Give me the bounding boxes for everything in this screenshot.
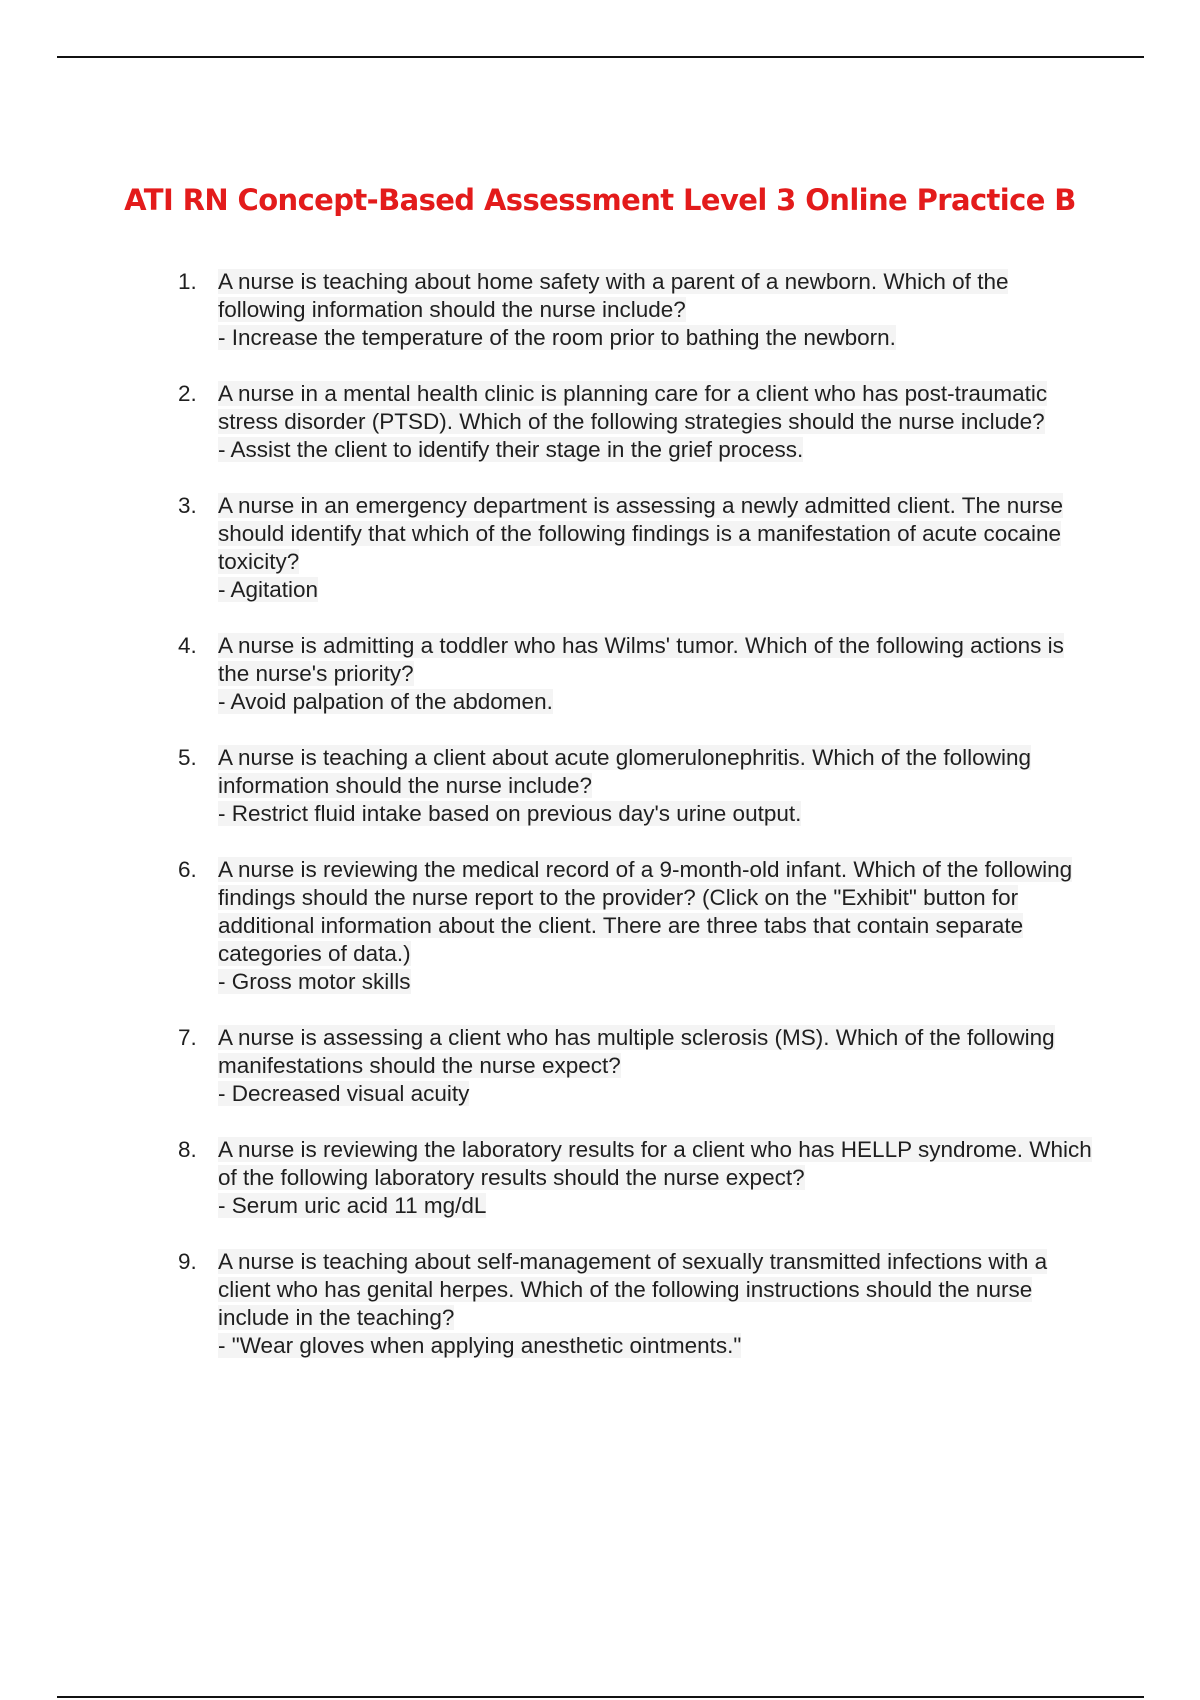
question-item-5 bbox=[178, 744, 1098, 828]
question-item-6 bbox=[178, 856, 1098, 996]
question-answer: - Increase the temperature of the room prior to bathing the newborn. bbox=[218, 325, 896, 350]
question-item-2 bbox=[178, 380, 1098, 464]
page-title: ATI RN Concept-Based Assessment Level 3 Online Practice B bbox=[124, 183, 1076, 217]
question-item-4 bbox=[178, 632, 1098, 716]
question-item-9 bbox=[178, 1248, 1098, 1360]
question-number: 6. bbox=[178, 857, 197, 882]
question-answer: - Avoid palpation of the abdomen. bbox=[218, 689, 553, 714]
header-rule bbox=[57, 56, 1144, 58]
question-text: A nurse is assessing a client who has multiple sclerosis (MS). Which of the following manifestations should the nurse expect? bbox=[218, 1025, 1055, 1078]
footer-rule bbox=[57, 1696, 1144, 1698]
question-answer: - Assist the client to identify their stage in the grief process. bbox=[218, 437, 804, 462]
question-answer: - Restrict fluid intake based on previous day's urine output. bbox=[218, 801, 802, 826]
question-number: 7. bbox=[178, 1025, 197, 1050]
question-number: 1. bbox=[178, 269, 197, 294]
question-text: A nurse is teaching about home safety with a parent of a newborn. Which of the following information should the nurse include? bbox=[218, 269, 1009, 322]
question-text: A nurse in a mental health clinic is planning care for a client who has post-traumatic stress disorder (PTSD). Which of the following strategies should the nurse include? bbox=[218, 381, 1048, 434]
question-list bbox=[178, 268, 1098, 1388]
question-answer: - "Wear gloves when applying anesthetic ointments." bbox=[218, 1333, 742, 1358]
question-number: 9. bbox=[178, 1249, 197, 1274]
question-answer: - Agitation bbox=[218, 577, 319, 602]
question-text: A nurse is reviewing the medical record of a 9-month-old infant. Which of the following findings should the nurse report to the provider? (Click on the "Exhibit" button for additional information about the client. There are three tabs that contain separate categories of data.) bbox=[218, 857, 1073, 966]
question-answer: - Serum uric acid 11 mg/dL bbox=[218, 1193, 487, 1218]
question-item-8 bbox=[178, 1136, 1098, 1220]
question-text: A nurse is teaching a client about acute glomerulonephritis. Which of the following information should the nurse include? bbox=[218, 745, 1031, 798]
question-number: 3. bbox=[178, 493, 197, 518]
question-item-1 bbox=[178, 268, 1098, 352]
question-text: A nurse is reviewing the laboratory results for a client who has HELLP syndrome. Which of the following laboratory results should the nurse expect? bbox=[218, 1137, 1092, 1190]
question-text: A nurse in an emergency department is assessing a newly admitted client. The nurse should identify that which of the following findings is a manifestation of acute cocaine toxicity? bbox=[218, 493, 1064, 574]
question-item-7 bbox=[178, 1024, 1098, 1108]
question-number: 5. bbox=[178, 745, 197, 770]
question-number: 4. bbox=[178, 633, 197, 658]
question-text: A nurse is teaching about self-management of sexually transmitted infections with a client who has genital herpes. Which of the following instructions should the nurse include in the teaching? bbox=[218, 1249, 1048, 1330]
question-answer: - Decreased visual acuity bbox=[218, 1081, 470, 1106]
question-answer: - Gross motor skills bbox=[218, 969, 411, 994]
question-item-3 bbox=[178, 492, 1098, 604]
question-number: 8. bbox=[178, 1137, 197, 1162]
question-text: A nurse is admitting a toddler who has Wilms' tumor. Which of the following actions is the nurse's priority? bbox=[218, 633, 1064, 686]
question-number: 2. bbox=[178, 381, 197, 406]
